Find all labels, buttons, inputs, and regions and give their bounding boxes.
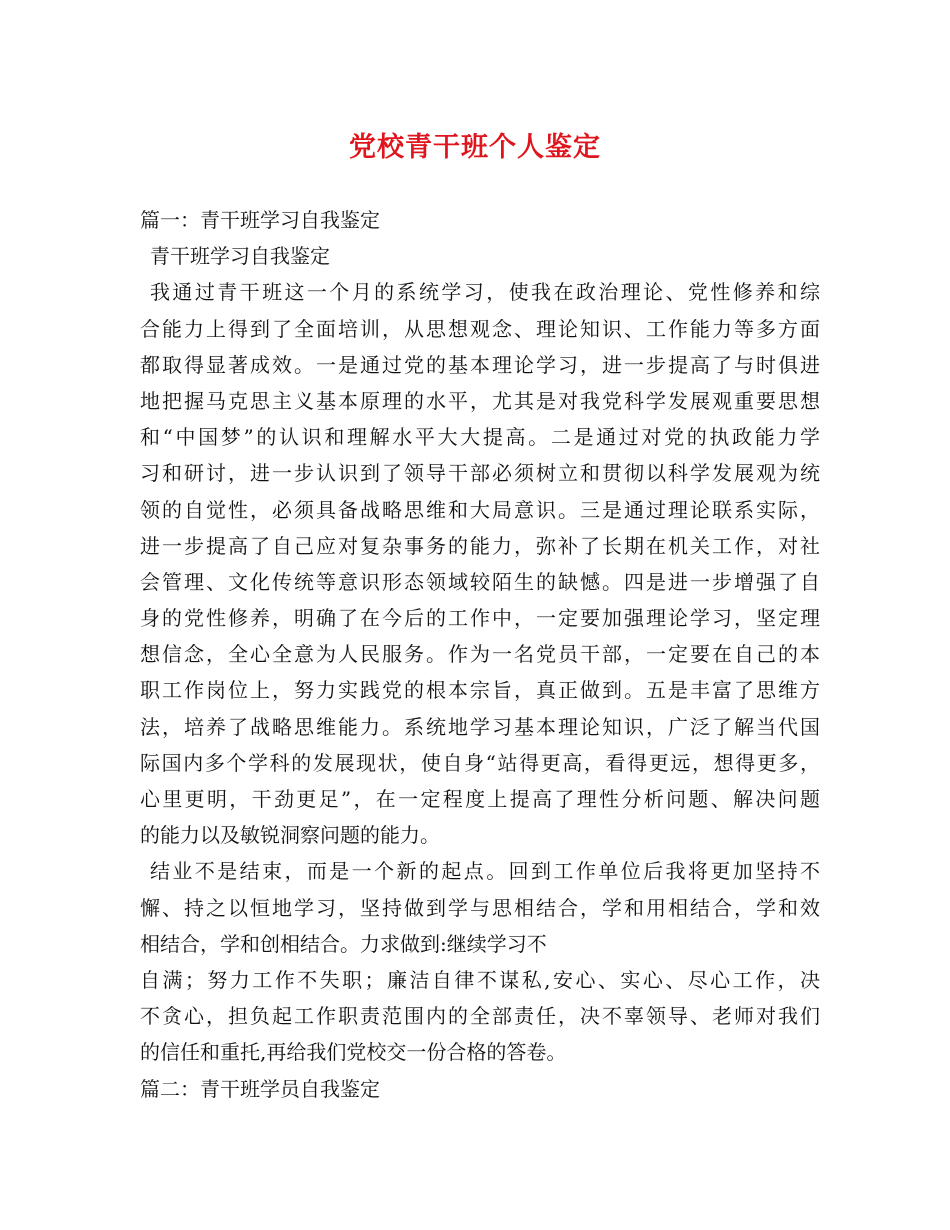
paragraph-1-line: 习和研讨，进一步认识到了领导干部必须树立和贯彻以科学发展观为统 <box>140 461 820 486</box>
paragraph-3 <box>140 962 820 1071</box>
paragraph-1-line: 职工作岗位上，努力实践党的根本宗旨，真正做到。五是丰富了思维方 <box>140 678 820 703</box>
section2-heading: 篇二：青干班学员自我鉴定 <box>140 1076 380 1101</box>
paragraph-1-line: 会管理、文化传统等意识形态领域较陌生的缺憾。四是进一步增强了自 <box>140 569 820 594</box>
paragraph-1-line: 心里更明，干劲更足”，在一定程度上提高了理性分析问题、解决问题 <box>140 787 820 811</box>
document-body <box>140 202 820 1107</box>
paragraph-1 <box>140 274 820 853</box>
section1-heading: 篇一：青干班学习自我鉴定 <box>140 208 380 232</box>
paragraph-1-line: 进一步提高了自己应对复杂事务的能力，弥补了长期在机关工作，对社 <box>140 533 820 558</box>
paragraph-1-line: 的能力以及敏锐洞察问题的能力。 <box>140 823 440 848</box>
paragraph-3-line: 的信任和重托,再给我们党校交一份合格的答卷。 <box>140 1040 567 1065</box>
paragraph-2 <box>140 853 820 962</box>
paragraph-1-line: 身的党性修养，明确了在今后的工作中，一定要加强理论学习，坚定理 <box>140 606 820 631</box>
paragraph-2-line: 懈、持之以恒地学习，坚持做到学与思相结合，学和用相结合，学和效 <box>140 895 820 920</box>
paragraph-3-line: 不贪心，担负起工作职责范围内的全部责任，决不辜领导、老师对我们 <box>140 1004 820 1029</box>
paragraph-3-line: 自满；努力工作不失职；廉洁自律不谋私,安心、实心、尽心工作，决 <box>140 967 820 992</box>
paragraph-1-line: 际国内多个学科的发展现状，使自身“站得更高，看得更远，想得更多， <box>140 750 820 775</box>
paragraph-2-line: 相结合，学和创相结合。力求做到:继续学习不 <box>140 931 547 956</box>
paragraph-1-line: 和“中国梦”的认识和理解水平大大提高。二是通过对党的执政能力学 <box>140 425 820 450</box>
paragraph-1-line: 我通过青干班这一个月的系统学习，使我在政治理论、党性修养和综 <box>150 280 820 305</box>
paragraph-1-line: 法，培养了战略思维能力。系统地学习基本理论知识，广泛了解当代国 <box>140 714 820 739</box>
section1-subheading: 青干班学习自我鉴定 <box>150 244 330 269</box>
paragraph-1-line: 想信念，全心全意为人民服务。作为一名党员干部，一定要在自己的本 <box>140 642 820 667</box>
paragraph-1-line: 领的自觉性，必须具备战略思维和大局意识。三是通过理论联系实际， <box>140 497 820 522</box>
paragraph-2-line: 结业不是结束，而是一个新的起点。回到工作单位后我将更加坚持不 <box>150 859 820 884</box>
document-title: 党校青干班个人鉴定 <box>349 132 601 163</box>
paragraph-1-line: 都取得显著成效。一是通过党的基本理论学习，进一步提高了与时俱进 <box>140 352 820 377</box>
paragraph-1-line: 合能力上得到了全面培训，从思想观念、理论知识、工作能力等多方面 <box>140 316 820 341</box>
paragraph-1-line: 地把握马克思主义基本原理的水平，尤其是对我党科学发展观重要思想 <box>140 388 820 413</box>
